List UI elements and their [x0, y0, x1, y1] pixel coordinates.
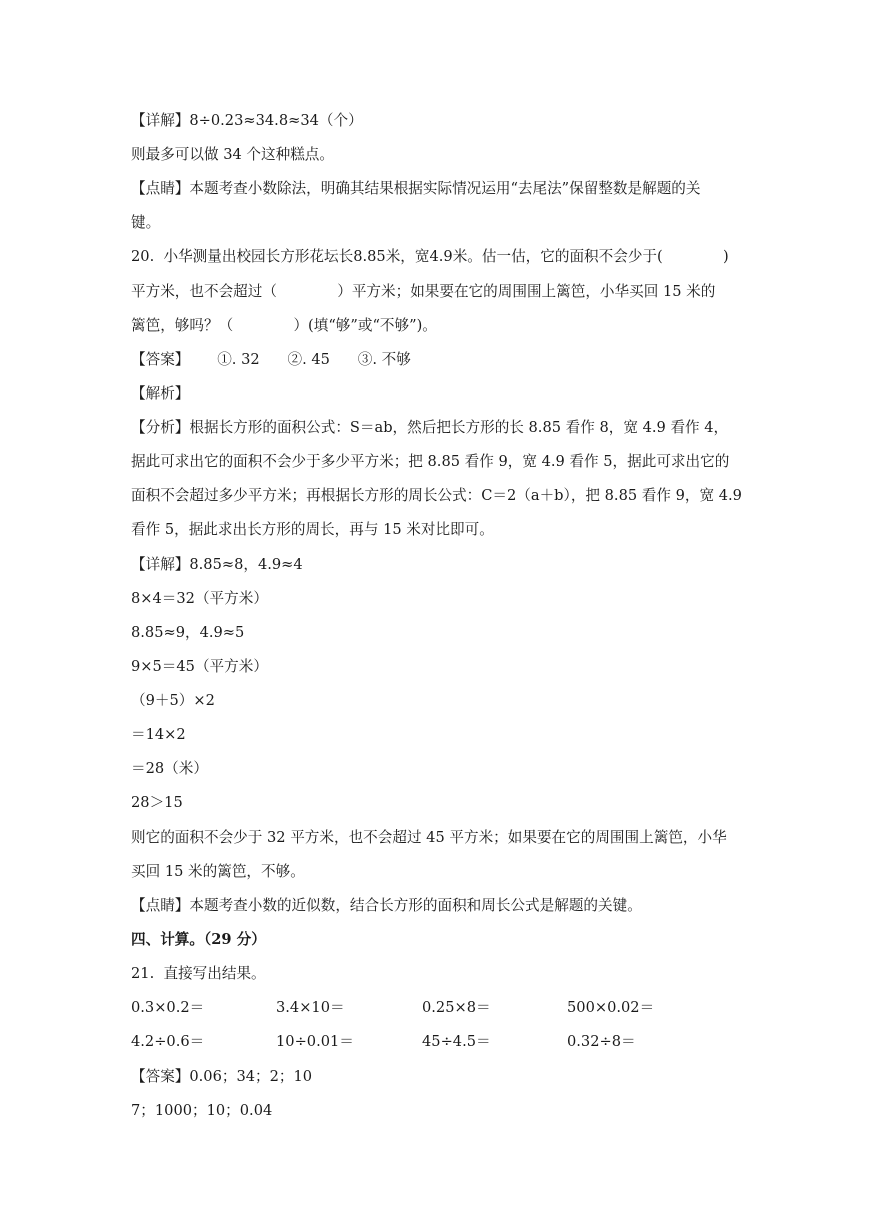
section-heading: 四、计算。（29 分）	[131, 931, 266, 948]
conclusion-line: 则最多可以做 34 个这种糕点。	[131, 146, 334, 163]
calc-item: 0.32÷8＝	[567, 1033, 636, 1050]
calc-item: 4.2÷0.6＝	[131, 1033, 205, 1050]
answer-line: 【答案】 ①. 32 ②. 45 ③. 不够	[131, 351, 411, 368]
calc-item: 45÷4.5＝	[422, 1033, 491, 1050]
question-20-line-2: 平方米，也不会超过（ ）平方米；如果要在它的周围围上篱笆，小华买回 15 米的	[131, 283, 716, 300]
analysis-line-2: 据此可求出它的面积不会少于多少平方米；把 8.85 看作 9，宽 4.9 看作 5，据此可求出它的	[131, 453, 730, 470]
analysis-line-4: 看作 5，据此求出长方形的周长，再与 15 米对比即可。	[131, 521, 494, 538]
calc-item: 0.25×8＝	[422, 999, 491, 1016]
question-20-line-3: 篱笆，够吗？（ ）(填“够”或“不够”)。	[131, 317, 437, 334]
answer-line-cont: 7；1000；10；0.04	[131, 1102, 273, 1119]
calc-item: 10÷0.01＝	[276, 1033, 354, 1050]
detail-step: 8.85≈9，4.9≈5	[131, 624, 245, 641]
detail-step: 【详解】8.85≈8，4.9≈4	[131, 556, 303, 573]
calc-item: 500×0.02＝	[567, 999, 655, 1016]
calc-item: 0.3×0.2＝	[131, 999, 205, 1016]
comment-line-cont: 键。	[131, 214, 161, 231]
analysis-line-3: 面积不会超过多少平方米；再根据长方形的周长公式：C＝2（a＋b），把 8.85 看作 9，宽 4.9	[131, 487, 742, 504]
question-20-line-1: 20. 小华测量出校园长方形花坛长8.85米，宽4.9米。估一估，它的面积不会少于( )	[131, 248, 729, 265]
detail-step: 8×4＝32（平方米）	[131, 590, 268, 607]
detail-step: ＝28（米）	[131, 760, 208, 777]
answer-line: 【答案】0.06；34；2；10	[131, 1068, 313, 1085]
detail-step: ＝14×2	[131, 726, 186, 743]
detail-step: 28＞15	[131, 794, 183, 811]
conclusion-line-2: 买回 15 米的篱笆，不够。	[131, 863, 305, 880]
calc-item: 3.4×10＝	[276, 999, 345, 1016]
comment-line: 【点睛】本题考查小数除法，明确其结果根据实际情况运用“去尾法”保留整数是解题的关	[131, 180, 701, 197]
analysis-line-1: 【分析】根据长方形的面积公式：S＝ab，然后把长方形的长 8.85 看作 8，宽 4.9 看作 4，	[131, 419, 729, 436]
comment-line: 【点睛】本题考查小数的近似数，结合长方形的面积和周长公式是解题的关键。	[131, 897, 642, 914]
analysis-label: 【解析】	[131, 385, 190, 402]
detail-line: 【详解】8÷0.23≈34.8≈34（个）	[131, 112, 363, 129]
detail-step: 9×5＝45（平方米）	[131, 658, 268, 675]
conclusion-line-1: 则它的面积不会少于 32 平方米，也不会超过 45 平方米；如果要在它的周围围上篱笆，小华	[131, 829, 727, 846]
detail-step: （9＋5）×2	[131, 692, 215, 709]
question-21-title: 21. 直接写出结果。	[131, 965, 266, 982]
